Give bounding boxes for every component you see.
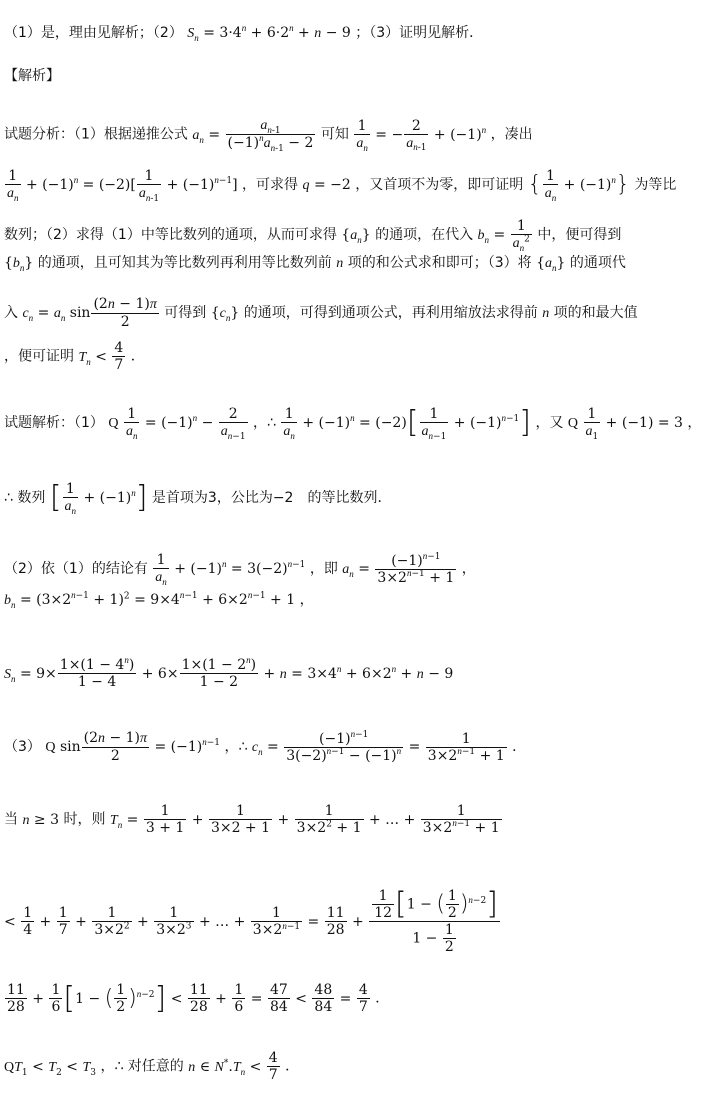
formula-an-set-2: $\{a_n\}$ <box>536 255 566 273</box>
analysis-text-1a: （1）根据递推公式 <box>74 126 188 143</box>
answer-part-2: （2） <box>152 25 183 41</box>
analysis-text-5c: 的通项，可得到通项公式，再利用缩放法求得前 <box>243 305 538 322</box>
solution-text-3a: （2）依（1）的结论有 <box>4 561 148 578</box>
solution-line-6 <box>4 730 526 764</box>
analysis-text-1b: 可知 <box>320 126 349 143</box>
solution-text-3b: ，即 <box>309 561 338 578</box>
analysis-line-5 <box>4 296 638 330</box>
formula-s6-sin: Q sin $\frac{(2n - 1)\pi}{2}$ = $(-1)^{n-1}$ <box>45 730 221 765</box>
formula-s1-reciprocal: Q $\frac{1}{a_n}$ = $(-1)^n$ − $\frac{2}{a_{n-1}}$ <box>108 406 246 442</box>
solution-line-1 <box>4 406 701 440</box>
analysis-text-5b: 可得到 <box>164 305 207 322</box>
solution-line-5 <box>4 657 453 690</box>
solution-label: 试题解析： <box>4 415 74 432</box>
solution-text-6b: ，∴ <box>224 739 248 756</box>
formula-s8-bound: < $\frac{1}{4}$ + $\frac{1}{7}$ + $\frac{1}{3\times 2^2}$ + $\frac{1}{3\times 2^3}$ + … + $\frac{1}{3\times 2^{n-1}}$ = $\frac{11}{28}$ + $\frac{1}{12}$ [1 − ( $\frac{1}{2}$ )$^{n-2}$] 1 − $\frac{1}{2}$ <box>4 886 498 956</box>
solution-line-4 <box>4 590 314 610</box>
formula-s5-sn: $S_n = 9\times$ $\frac{1\times(1 - 4^n)}{1 - 4}$ + 6× $\frac{1\times(1 - 2^n)}{1 - 2}$ + $n = 3\times 4^n + 6\times 2^n + n - 9$ <box>4 655 454 691</box>
solution-text-1d: ， <box>687 415 701 432</box>
solution-text-1b: ，∴ <box>253 415 276 432</box>
formula-s6-cn: $c_n$ = $\frac{(-1)^{n-1}}{3(-2)^{n-1} - (-1)^n}$ = $\frac{1}{3\times 2^{n-1} + 1}$ <box>251 728 505 764</box>
solution-line-9 <box>4 982 389 1015</box>
formula-s2-sequence: [ $\frac{1}{a_n}$ + $(-1)^n$] <box>49 480 148 516</box>
analysis-text-4b: 项的和公式求和即可；（3）将 <box>347 255 532 271</box>
formula-cn-def: $c_n = a_n$ sin $\frac{(2n - 1)\pi}{2}$ <box>22 296 157 331</box>
analysis-text-3b: 的通项，在代入 <box>375 227 474 244</box>
solution-text-9: ． <box>375 990 390 1007</box>
formula-q: q = −2 <box>302 177 351 194</box>
section-title: 【解析】 <box>4 68 60 84</box>
analysis-label: 试题分析： <box>4 126 74 143</box>
solution-line-8 <box>4 888 501 955</box>
var-n-2: n <box>542 306 550 322</box>
formula-bn-set: $\{b_n\}$ <box>4 255 34 273</box>
solution-text-3c: ， <box>461 561 476 578</box>
formula-s10-final: n ∈ $N^*.T_n$ < $\frac{4}{7}$ <box>188 1050 278 1084</box>
solution-line-10 <box>4 1050 299 1083</box>
formula-an-set: $\{a_n\}$ <box>341 227 371 245</box>
analysis-line-2 <box>4 168 676 202</box>
formula-sn-answer: $S_n = 3\cdot 4^n + 6\cdot 2^n + n - 9$ <box>187 23 351 43</box>
solution-text-10a: ，∴ 对任意的 <box>100 1058 184 1075</box>
solution-text-1a: （1） <box>74 415 104 432</box>
analysis-text-4a: 的通项，且可知其为等比数列再利用等比数列前 <box>37 255 332 271</box>
analysis-line-6 <box>4 340 145 373</box>
formula-s3-general: $\frac{1}{a_n}$ + $(-1)^n = 3(-2)^{n-1}$ <box>155 552 306 587</box>
answer-part-3: ；（3）证明见解析． <box>355 25 484 41</box>
formula-recurrence: $a_n$ = $a_{n-1}$ $(-1)^na_{n-1} - 2$ <box>192 118 314 154</box>
analysis-text-3a: 数列；（2）求得（1）中等比数列的通项，从而可求得 <box>4 227 337 244</box>
analysis-text-1c: ，凑出 <box>490 126 533 143</box>
formula-s7-cond: n ≥ 3 <box>22 811 59 828</box>
analysis-line-4 <box>4 256 626 271</box>
analysis-line-3 <box>4 218 621 252</box>
analysis-text-5a: 入 <box>4 305 18 322</box>
analysis-text-2a: ，可求得 <box>242 177 299 194</box>
formula-s1-geometric: $\frac{1}{a_n}$ + $(-1)^n = (-2)$[ $\frac{1}{a_{n-1}}$ + $(-1)^{n-1}$] <box>283 405 532 442</box>
formula-sequence-brace: { $\frac{1}{a_n}$ + $(-1)^n$} <box>527 168 630 203</box>
solution-text-2b: 是首项为3，公比为−2 的等比数列． <box>151 490 392 507</box>
formula-s3-an: $a_n$ = $\frac{(-1)^{n-1}}{3\times 2^{n-1} + 1}$ <box>342 550 455 586</box>
formula-s4-bn: $b_n = (3\times 2^{n-1} + 1)^2 = 9\times 4^{n-1} + 6\times 2^{n-1} + 1$ <box>4 590 296 610</box>
solution-line-7 <box>4 803 503 836</box>
formula-s9-chain: $\frac{11}{28}$ + $\frac{1}{6}$ [1 − ( $\frac{1}{2}$ )$^{n-2}$] < $\frac{11}{28}$ + $\frac{1}{6}$ = $\frac{47}{84}$ < $\frac{48}{84}$ = $\frac{4}{7}$ <box>7 980 368 1016</box>
solution-text-1c: ，又 <box>535 415 564 432</box>
analysis-text-2c: 为等比 <box>634 177 677 194</box>
analysis-text-6b: ． <box>130 348 145 365</box>
analysis-text-6a: ，便可证明 <box>4 348 74 365</box>
solution-text-6c: ． <box>512 739 527 756</box>
formula-s7-tn: $T_n$ = $\frac{1}{3 + 1}$ + $\frac{1}{3\times 2 + 1}$ + $\frac{1}{3\times 2^2 + 1}$ + … + $\frac{1}{3\times 2^{n-1} + 1}$ <box>109 803 500 837</box>
answer-line <box>4 23 484 43</box>
solution-text-6a: （3） <box>4 739 41 756</box>
analysis-line-1 <box>4 117 533 152</box>
solution-text-4: ， <box>299 592 314 608</box>
formula-s1-first-term: Q $\frac{1}{a_1}$ + (−1) = 3 <box>567 406 683 442</box>
formula-geometric-relation: $\frac{1}{a_n}$ + $(-1)^n = (-2)$[ $\frac{1}{a_{n-1}}$ + $(-1)^{n-1}$] <box>7 168 238 204</box>
answer-part-1: （1）是，理由见解析； <box>4 25 153 41</box>
formula-s10-order: $QT_1 < T_2 < T_3$ <box>4 1058 96 1078</box>
analysis-text-3c: 中，便可得到 <box>537 227 622 244</box>
solution-text-10b: ． <box>285 1058 300 1075</box>
analysis-text-5d: 项的和最大值 <box>553 305 638 322</box>
solution-text-7a: 当 <box>4 811 18 828</box>
analysis-text-2b: ，又首项不为零，即可证明 <box>355 177 524 194</box>
solution-text-7b: 时，则 <box>63 811 106 828</box>
var-n: n <box>336 256 344 271</box>
solution-text-2a: ∴ 数列 <box>4 490 46 507</box>
formula-bn-def: $b_n$ = $\frac{1}{a_n^2}$ <box>477 218 530 253</box>
formula-tn-bound: $T_n$ < $\frac{4}{7}$ <box>78 340 124 374</box>
analysis-text-4c: 的通项代 <box>569 255 626 271</box>
solution-line-2 <box>4 481 391 515</box>
formula-reciprocal: $\frac{1}{a_n}$ = − $\frac{2}{a_{n-1}}$ + $(-1)^n$ <box>356 117 487 154</box>
formula-cn-set: $\{c_n\}$ <box>210 305 240 323</box>
solution-line-3 <box>4 552 476 586</box>
